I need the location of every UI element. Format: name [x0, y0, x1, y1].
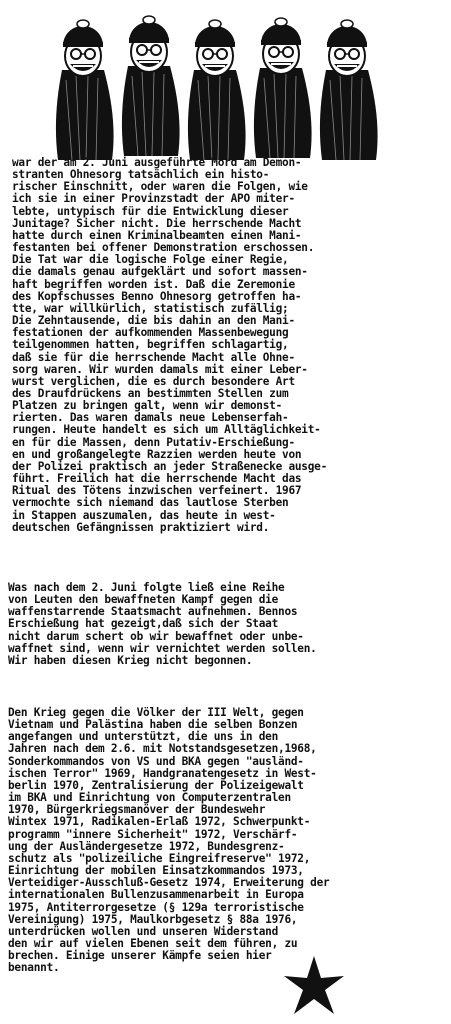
helmeted-figures-illustration	[52, 10, 382, 160]
body-paragraph-1: war der am 2. Juni ausgeführte Mord am Demon- stranten Ohnesorg tatsächlich ein histo- rischer Einschnitt, oder waren die Folgen, wie ich sie in einer Provinzstadt der APO miter- lebte, untypisch für die Entwicklung dieser Junitage? Sicher nicht. Die herrschende Macht hatte durch einen Kriminalbeamten einen Mani- festanten bei offener Demonstration erschossen. Die Tat war die logische Folge einer Regie, die damals genau aufgeklärt und sofort massen- haft begriffen worden ist. Daß die Zeremonie des Kopfschusses Benno Ohnesorg getroffen ha- tte, war willkürlich, statistisch zufällig; Die Zehntausende, die bis dahin an den Mani- festationen der aufkommenden Massenbewegung teilgenommen hatten, begriffen schlagartig, daß sie für die herrschende Macht alle Ohne- sorg waren. Wir wurden damals mit einer Leber- wurst verglichen, die es durch besondere Art des Draufdrückens an bestimmten Stellen zum Platzen zu bringen galt, wenn wir demonst- rierten. Das waren damals neue Lebenserfah- rungen. Heute handelt es sich um Alltäglichkeit- en für die Massen, denn Putativ-Erschießung- en und großangelegte Razzien werden heute von der Polizei praktisch an jeder Straßenecke ausge- führt. Freilich hat die herrschende Macht das Ritual des Tötens inzwischen verfeinert. 1967 vermochte sich niemand das lautlose Sterben in Stappen auszumalen, das heute in west- deutschen Gefängnissen praktiziert wird.	[12, 156, 328, 534]
body-paragraph-3: Den Krieg gegen die Völker der III Welt, gegen Vietnam und Palästina haben die selben Bonzen angefangen und unterstützt, die uns in den Jahren nach dem 2.6. mit Notstandsgesetzen,1968, Sonderkommandos von VS und BKA gegen "ausländ- ischen Terror" 1969, Handgranatengesetz in West- berlin 1970, Zentralisierung der Polizeigewalt im BKA und Einrichtung von Computerzentralen 1970, Bürgerkriegsmanöver der Bundeswehr Wintex 1971, Radikalen-Erlaß 1972, Schwerpunkt- programm "innere Sicherheit" 1972, Verschärf- ung der Ausländergesetze 1972, Bundesgrenz- schutz als "polizeiliche Eingreifreserve" 1972, Einrichtung der mobilen Einsatzkommandos 1973, Verteidiger-Ausschluß-Gesetz 1974, Erweiterung der internationalen Bullenzusammenarbeit in Europa 1975, Antiterrorgesetze (§ 129a terroristische Vereinigung) 1975, Maulkorbgesetz § 88a 1976, unterdrücken wollen und unseren Widerstand den wir auf vielen Ebenen seit dem führen, zu brechen. Einige unserer Kämpfe seien hier benannt.	[8, 706, 330, 975]
body-paragraph-2: Was nach dem 2. Juni folgte ließ eine Reihe von Leuten den bewaffneten Kampf gegen die waffenstarrende Staatsmacht aufnehmen. Bennos Erschießung hat gezeigt,daß sich der Staat nicht darum schert ob wir bewaffnet oder unbe- waffnet sind, wenn wir vernichtet werden sollen. Wir haben diesen Krieg nicht begonnen.	[8, 581, 317, 667]
star-icon	[282, 954, 346, 1018]
